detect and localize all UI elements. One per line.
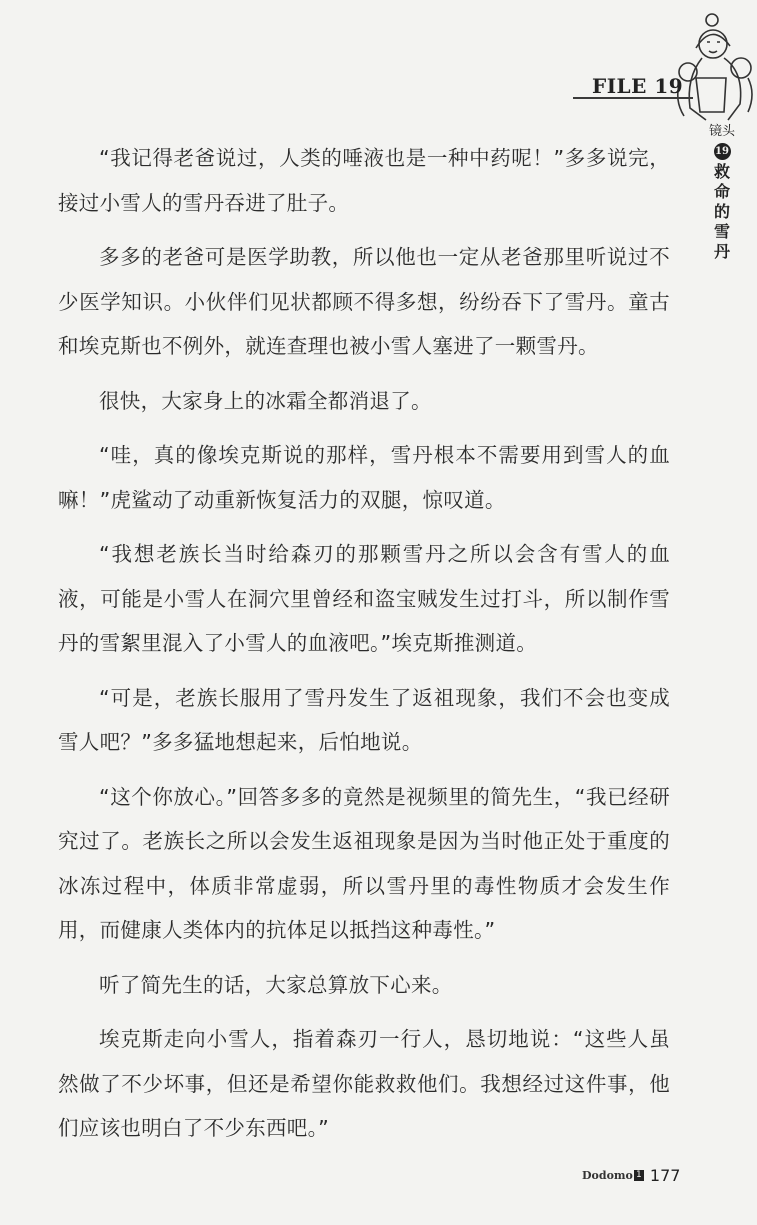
paragraph: 多多的老爸可是医学助教，所以他也一定从老爸那里听说过不少医学知识。小伙伴们见状都顾不得多想，纷纷吞下了雪丹。童古和埃克斯也不例外，就连查理也被小雪人塞进了一颗雪丹。	[58, 245, 670, 358]
chapter-title-char: 雪	[713, 222, 730, 241]
paragraph: “这个你放心。”回答多多的竟然是视频里的简先生，“我已经研究过了。老族长之所以会发生返祖现象是因为当时他正处于重度的冰冻过程中，体质非常虚弱，所以雪丹里的毒性物质才会发生作用，而健康人类体内的抗体足以抵挡这种毒性。”	[58, 784, 670, 942]
paragraph: 很快，大家身上的冰霜全都消退了。	[99, 388, 432, 413]
chapter-title-char: 救	[713, 162, 730, 181]
paragraph: “哇，真的像埃克斯说的那样，雪丹根本不需要用到雪人的血嘛！”虎鲨动了动重新恢复活力的双腿，惊叹道。	[58, 443, 670, 512]
paragraph: “我想老族长当时给森刃的那颗雪丹之所以会含有雪人的血液，可能是小雪人在洞穴里曾经和盗宝贼发生过打斗，所以制作雪丹的雪絮里混入了小雪人的血液吧。”埃克斯推测道。	[58, 542, 670, 655]
paragraph: 埃克斯走向小雪人，指着森刃一行人，恳切地说：“这些人虽然做了不少坏事，但还是希望你能救救他们。我想经过这件事，他们应该也明白了不少东西吧。”	[58, 1027, 670, 1140]
chapter-number-badge: 19	[714, 143, 731, 160]
page-footer	[582, 1166, 680, 1185]
chapter-title-char: 的	[713, 202, 730, 221]
paragraph: “可是，老族长服用了雪丹发生了返祖现象，我们不会也变成雪人吧？”多多猛地想起来，后怕地说。	[58, 685, 670, 754]
paragraph: 听了简先生的话，大家总算放下心来。	[99, 972, 453, 997]
body-text	[58, 136, 670, 1161]
paragraph: “我记得老爸说过，人类的唾液也是一种中药呢！”多多说完，接过小雪人的雪丹吞进了肚子。	[58, 146, 670, 215]
brand-mark: 1	[634, 1170, 644, 1181]
brand-name: Dodomo	[582, 1169, 633, 1182]
cartoon-characters-illustration	[666, 8, 757, 126]
chapter-title-char: 命	[713, 182, 730, 201]
file-label: FILE 19	[592, 74, 684, 98]
chapter-title-char: 丹	[713, 242, 730, 261]
chapter-prefix: 镜头	[708, 124, 735, 139]
chapter-side-tab	[708, 120, 736, 262]
page-number: 177	[649, 1166, 681, 1185]
